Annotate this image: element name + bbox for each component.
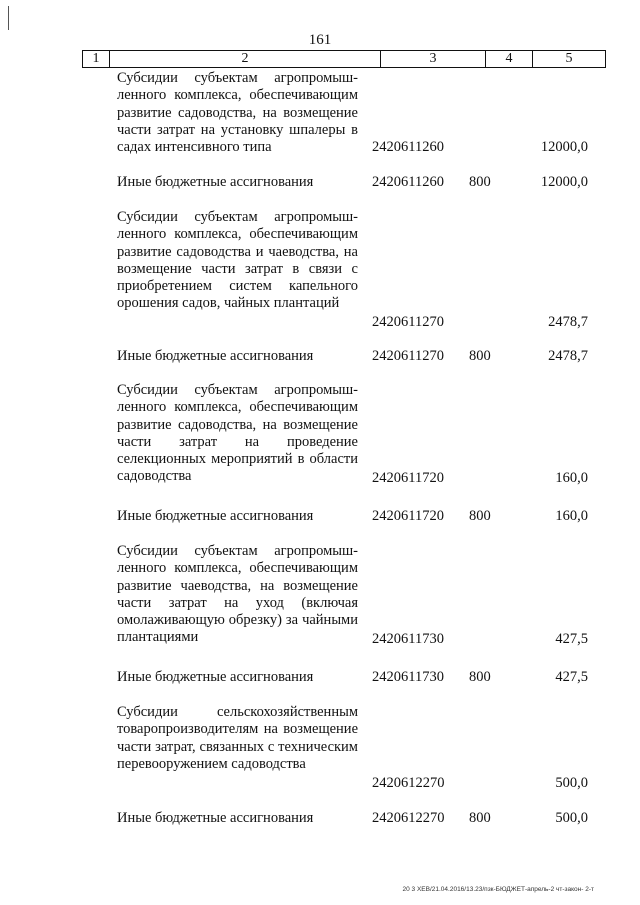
row-description: Субсидии субъектам агропромышленного комплекса, обеспечивающим развитие чаеводства, на возмещение части затрат на уход (включая омолаживающую обрезку) за чайными плантациями bbox=[117, 543, 358, 646]
row-code: 2420611720 bbox=[372, 508, 444, 524]
row-description: Субсидии субъектам агропромышленного комплекса, обеспечивающим развитие садоводства и чаеводства, на возмещение части затрат в связи с приобретением систем капельного орошения садов, чайных плантаций bbox=[117, 209, 358, 312]
row-description: Субсидии сельскохозяйственным товаропроизводителям на возмещение части затрат, связанных с техническим перевооружением садоводства bbox=[117, 704, 358, 772]
row-type: 800 bbox=[469, 508, 491, 524]
footer-file-stamp: 20 3 ХЕВ/21.04.2016/13.23/пзк-БЮДЖЕТ-апрель-2 чт-закон- 2-т bbox=[402, 886, 594, 893]
row-amount: 500,0 bbox=[555, 775, 588, 791]
row-type: 800 bbox=[469, 810, 491, 826]
row-code: 2420612270 bbox=[372, 810, 445, 826]
margin-mark bbox=[8, 6, 9, 30]
page-number: 161 bbox=[308, 32, 332, 48]
row-amount: 427,5 bbox=[555, 631, 588, 647]
row-code: 2420612270 bbox=[372, 775, 445, 791]
row-code: 2420611270 bbox=[372, 348, 444, 364]
row-type: 800 bbox=[469, 348, 491, 364]
table-body bbox=[0, 70, 640, 826]
row-amount: 12000,0 bbox=[540, 139, 588, 155]
header-col-2: 2 bbox=[109, 51, 380, 67]
header-col-1: 1 bbox=[92, 51, 100, 66]
row-description: Иные бюджетные ассигнования bbox=[117, 348, 314, 364]
row-type: 800 bbox=[469, 669, 491, 685]
row-description: Субсидии субъектам агропромышленного комплекса, обеспечивающим развитие садоводства, на возмещение части затрат на проведение селекционных мероприятий в области садоводства bbox=[117, 382, 358, 485]
row-description: Субсидии субъектам агропромышленного комплекса, обеспечивающим развитие садоводства, на возмещение части затрат на установку шпалеры в садах интенсивного типа bbox=[117, 70, 358, 156]
table-header bbox=[82, 50, 606, 68]
row-code: 2420611260 bbox=[372, 139, 444, 155]
row-amount: 427,5 bbox=[555, 669, 588, 685]
row-amount: 2478,7 bbox=[548, 314, 588, 330]
row-amount: 160,0 bbox=[555, 470, 588, 486]
row-description: Иные бюджетные ассигнования bbox=[117, 508, 314, 524]
row-type: 800 bbox=[469, 174, 491, 190]
row-code: 2420611720 bbox=[372, 470, 444, 486]
row-description: Иные бюджетные ассигнования bbox=[117, 174, 314, 190]
row-amount: 2478,7 bbox=[548, 348, 588, 364]
row-description: Иные бюджетные ассигнования bbox=[117, 669, 314, 685]
table-row bbox=[0, 70, 640, 160]
row-amount: 12000,0 bbox=[540, 174, 588, 190]
header-col-3: 3 bbox=[380, 51, 485, 67]
row-code: 2420611730 bbox=[372, 669, 444, 685]
header-col-4: 4 bbox=[485, 51, 532, 67]
row-description: Иные бюджетные ассигнования bbox=[117, 810, 314, 826]
header-col-5: 5 bbox=[532, 51, 605, 67]
row-code: 2420611270 bbox=[372, 314, 444, 330]
row-code: 2420611260 bbox=[372, 174, 444, 190]
row-amount: 160,0 bbox=[555, 508, 588, 524]
row-amount: 500,0 bbox=[555, 810, 588, 826]
row-code: 2420611730 bbox=[372, 631, 444, 647]
